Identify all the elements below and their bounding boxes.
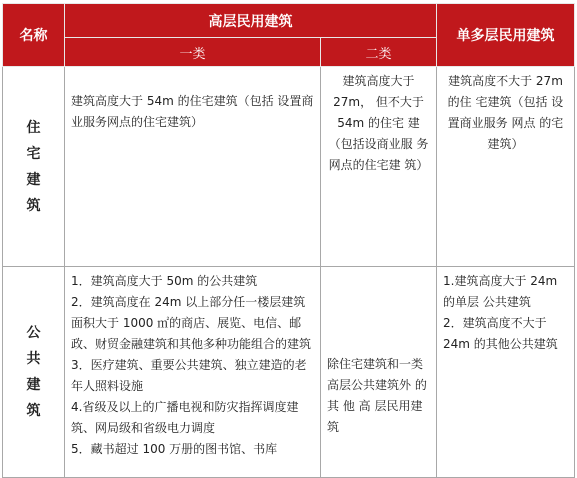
header-class-one-cell: 一类: [65, 38, 321, 67]
building-classification-table-wrapper: [2, 3, 574, 477]
row-public-label-char: 建: [26, 377, 41, 393]
residential-class-one-cell: [65, 67, 321, 267]
row-public-label-char: 共: [26, 351, 41, 367]
public-class-two-cell: [321, 267, 437, 478]
public-class-one-cell: [65, 267, 321, 478]
public-class-one-item: 3．医疗建筑、重要公共建筑、独立建造的老年人照料设施: [71, 358, 307, 393]
public-class-one-item: 2．建筑高度在 24m 以上部分任一楼层建筑面积大于 1000 ㎡的商店、展览、电信、邮政、财贸金融建筑和其他多种功能组合的建筑: [71, 295, 312, 351]
residential-class-two-cell: [321, 67, 437, 267]
public-low-rise-item: 2．建筑高度不大于 24m 的其他公共建筑: [443, 316, 558, 351]
row-public-label: [3, 267, 65, 478]
header-high-rise-cell: 高层民用建筑: [65, 4, 437, 38]
header-class-two-cell: 二类: [321, 38, 437, 67]
row-public: [3, 267, 575, 478]
row-residential: [3, 67, 575, 267]
header-low-rise-cell: 单多层民用建筑: [437, 4, 575, 67]
row-public-label-char: 筑: [26, 403, 41, 419]
row-residential-label-char: 宅: [26, 145, 41, 162]
public-low-rise-cell: [437, 267, 575, 478]
building-classification-table: [2, 3, 575, 478]
residential-class-one-text: 建筑高度大于 54m 的住宅建筑（包括 设置商业服务网点的住宅建筑）: [71, 94, 314, 129]
header-name-cell: 名称: [3, 4, 65, 67]
public-low-rise-item: 1.建筑高度大于 24m 的单层 公共建筑: [443, 274, 558, 309]
public-class-one-item: 4.省级及以上的广播电视和防灾指挥调度建筑、网局级和省级电力调度: [71, 400, 299, 435]
row-residential-label-char: 住: [26, 119, 41, 136]
residential-class-two-text: 建筑高度大于 27m， 但不大于 54m 的住宅 建 （包括设商业服 务网点的住宅建 筑）: [328, 74, 429, 172]
row-residential-label-char: 建: [26, 171, 41, 188]
row-residential-label: [3, 67, 65, 267]
row-residential-label-char: 筑: [26, 197, 41, 214]
row-public-label-char: 公: [26, 325, 41, 341]
header-row-top: [3, 4, 575, 38]
public-class-one-item: 1．建筑高度大于 50m 的公共建筑: [71, 274, 258, 288]
public-class-two-text: 除住宅建筑和一类高层公共建筑外 的 其 他 高 层民用建筑: [327, 357, 427, 434]
public-class-one-item: 5．藏书超过 100 万册的图书馆、书库: [71, 442, 278, 456]
residential-low-rise-text: 建筑高度不大于 27m 的住 宅建筑（包括 设置商业服务 网点 的宅建筑）: [447, 74, 564, 151]
residential-low-rise-cell: [437, 67, 575, 267]
